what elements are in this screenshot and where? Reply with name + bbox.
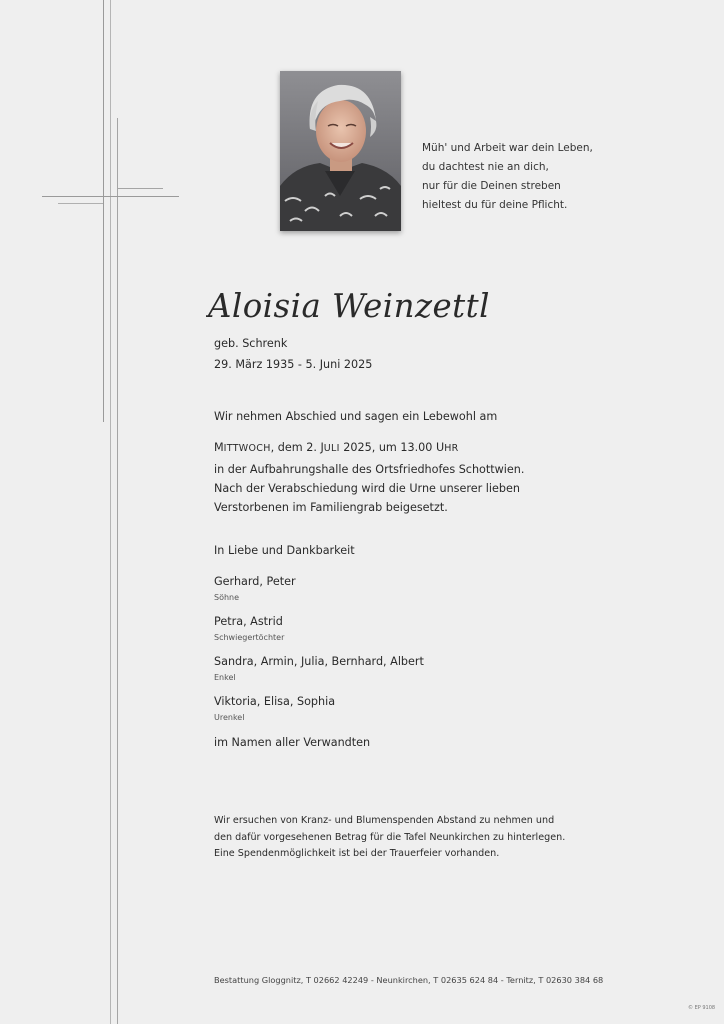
deceased-name-text: Aloisia Weinzettl xyxy=(206,286,490,325)
funeral-home-footer: Bestattung Gloggnitz, T 02662 42249 - Neunkirchen, T 02635 624 84 - Ternitz, T 02630 384 68 xyxy=(214,975,604,985)
portrait-photo xyxy=(280,71,401,231)
donation-note: den dafür vorgesehenen Betrag für die Tafel Neunkirchen zu hinterlegen. xyxy=(214,832,566,843)
poem-line: Müh' und Arbeit war dein Leben, xyxy=(422,142,593,154)
poem xyxy=(422,139,593,215)
copyright-mark: © EP 9108 xyxy=(688,1005,716,1011)
donation-note: Wir ersuchen von Kranz- und Blumenspenden Abstand zu nehmen und xyxy=(214,815,555,826)
life-dates: 29. März 1935 - 5. Juni 2025 xyxy=(214,358,373,371)
mourner-names: Viktoria, Elisa, Sophia xyxy=(214,695,336,708)
ceremony-detail: in der Aufbahrungshalle des Ortsfriedhofes Schottwien. xyxy=(214,463,525,476)
ceremony-month-rest: ULI xyxy=(323,443,340,454)
mourner-relation: Schwiegertöchter xyxy=(214,633,285,642)
poem-line: du dachtest nie an dich, xyxy=(422,161,549,173)
mourner-relation: Söhne xyxy=(214,593,240,602)
ceremony-date-mid: , dem 2. xyxy=(270,441,321,454)
mourner-relation: Enkel xyxy=(214,673,236,682)
poem-line: nur für die Deinen streben xyxy=(422,180,561,192)
mourner-names: Petra, Astrid xyxy=(214,615,283,628)
relatives-line: im Namen aller Verwandten xyxy=(214,736,371,749)
ceremony-unit-rest: HR xyxy=(444,443,459,454)
ceremony-day-rest: ITTWOCH xyxy=(223,443,271,454)
mourner-names: Gerhard, Peter xyxy=(214,575,296,588)
farewell-intro: Wir nehmen Abschied und sagen ein Lebewohl am xyxy=(214,410,498,423)
ceremony-time: 2025, um 13.00 xyxy=(339,441,436,454)
ceremony-detail: Nach der Verabschiedung wird die Urne unserer lieben xyxy=(214,482,520,495)
gratitude-line: In Liebe und Dankbarkeit xyxy=(214,544,355,557)
deceased-name xyxy=(206,270,496,334)
ceremony-date xyxy=(214,441,459,454)
ceremony-month-initial: J xyxy=(320,441,324,454)
ceremony-detail: Verstorbenen im Familiengrab beigesetzt. xyxy=(214,501,448,514)
donation-note: Eine Spendenmöglichkeit ist bei der Trauerfeier vorhanden. xyxy=(214,848,500,859)
mourner-names: Sandra, Armin, Julia, Bernhard, Albert xyxy=(214,655,424,668)
maiden-name: geb. Schrenk xyxy=(214,337,288,350)
poem-line: hieltest du für deine Pflicht. xyxy=(422,199,568,211)
ceremony-day-initial: M xyxy=(214,441,224,454)
mourner-relation: Urenkel xyxy=(214,713,245,722)
ceremony-unit-initial: U xyxy=(435,441,445,454)
